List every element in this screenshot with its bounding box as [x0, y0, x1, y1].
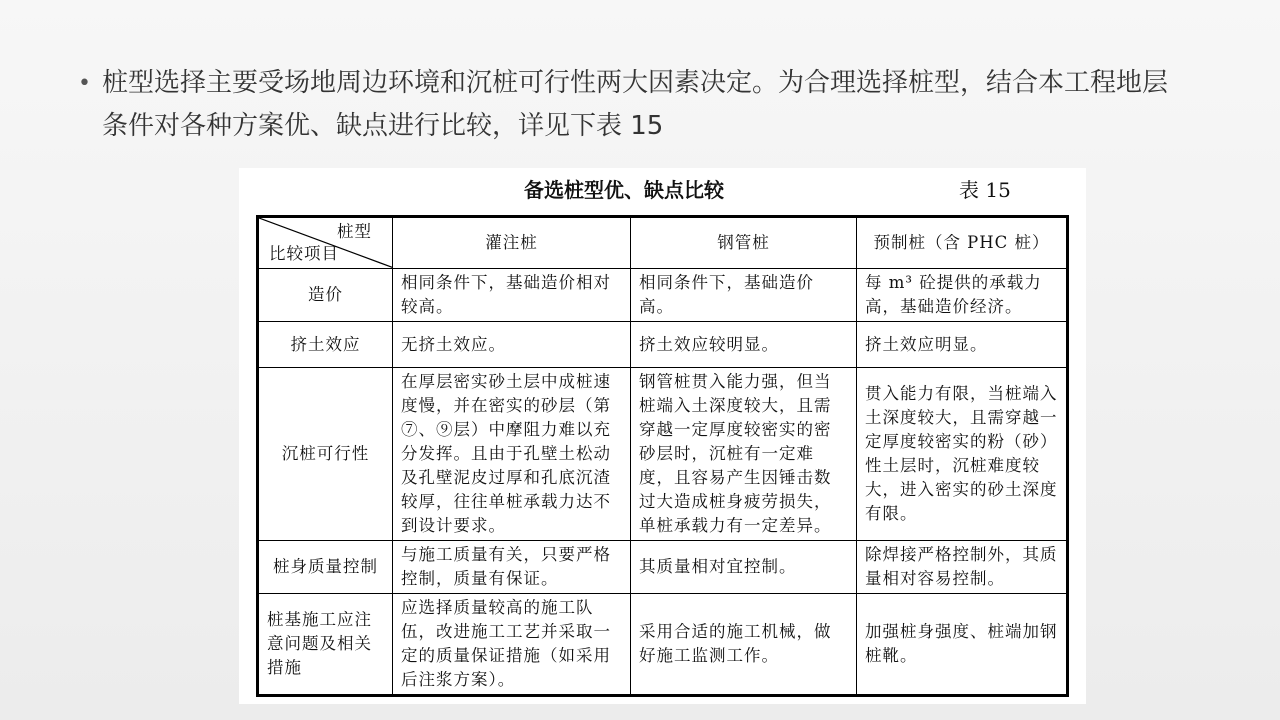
table-row — [258, 541, 1068, 594]
header-cell: 预制桩（含 PHC 桩） — [857, 217, 1068, 269]
table-cell: 采用合适的施工机械，做好施工监测工作。 — [631, 594, 857, 696]
table-cell: 贯入能力有限，当桩端入土深度较大，且需穿越一定厚度较密实的粉（砂）性土层时，沉桩难度较大，进入密实的砂土深度有限。 — [857, 368, 1068, 541]
table-image — [239, 168, 1086, 704]
table-cell: 与施工质量有关，只要严格控制，质量有保证。 — [393, 541, 631, 594]
comparison-table — [256, 215, 1069, 697]
table-header-row — [258, 217, 1068, 269]
table-cell: 每 m³ 砼提供的承载力高，基础造价经济。 — [857, 269, 1068, 322]
row-label: 桩身质量控制 — [258, 541, 393, 594]
table-cell: 其质量相对宜控制。 — [631, 541, 857, 594]
table-cell: 加强桩身强度、桩端加钢桩靴。 — [857, 594, 1068, 696]
table-caption: 备选桩型优、缺点比较 — [524, 178, 724, 202]
table-cell: 挤土效应明显。 — [857, 322, 1068, 368]
table-cell: 在厚层密实砂土层中成桩速度慢，并在密实的砂层（第⑦、⑨层）中摩阻力难以充分发挥。且由于孔壁土松动及孔壁泥皮过厚和孔底沉渣较厚，往往单桩承载力达不到设计要求。 — [393, 368, 631, 541]
header-cell: 灌注桩 — [393, 217, 631, 269]
table-cell: 相同条件下，基础造价相对较高。 — [393, 269, 631, 322]
corner-header-cell — [258, 217, 393, 269]
table-cell: 相同条件下，基础造价高。 — [631, 269, 857, 322]
table-cell: 钢管桩贯入能力强，但当桩端入土深度较大，且需穿越一定厚度较密实的密砂层时，沉桩有一定难度，且容易产生因锤击数过大造成桩身疲劳损失，单桩承载力有一定差异。 — [631, 368, 857, 541]
row-label: 桩基施工应注意问题及相关措施 — [258, 594, 393, 696]
table-cell: 无挤土效应。 — [393, 322, 631, 368]
row-label: 挤土效应 — [258, 322, 393, 368]
table-row — [258, 322, 1068, 368]
table-cell: 应选择质量较高的施工队伍，改进施工工艺并采取一定的质量保证措施（如采用后注浆方案）。 — [393, 594, 631, 696]
bullet-dot-icon: • — [78, 71, 91, 96]
corner-top-label: 桩型 — [337, 222, 372, 241]
corner-bottom-label: 比较项目 — [269, 244, 339, 263]
row-label: 造价 — [258, 269, 393, 322]
table-row — [258, 594, 1068, 696]
bullet-text-line-2: 条件对各种方案优、缺点进行比较，详见下表 15 — [102, 111, 664, 141]
row-label: 沉桩可行性 — [258, 368, 393, 541]
table-cell: 除焊接严格控制外，其质量相对容易控制。 — [857, 541, 1068, 594]
bullet-text-line-1: 桩型选择主要受场地周边环境和沉桩可行性两大因素决定。为合理选择桩型，结合本工程地层 — [102, 68, 1169, 98]
table-row — [258, 368, 1068, 541]
table-number: 表 15 — [959, 178, 1011, 202]
bullet-text — [102, 62, 1212, 148]
table-row — [258, 269, 1068, 322]
table-cell: 挤土效应较明显。 — [631, 322, 857, 368]
header-cell: 钢管桩 — [631, 217, 857, 269]
